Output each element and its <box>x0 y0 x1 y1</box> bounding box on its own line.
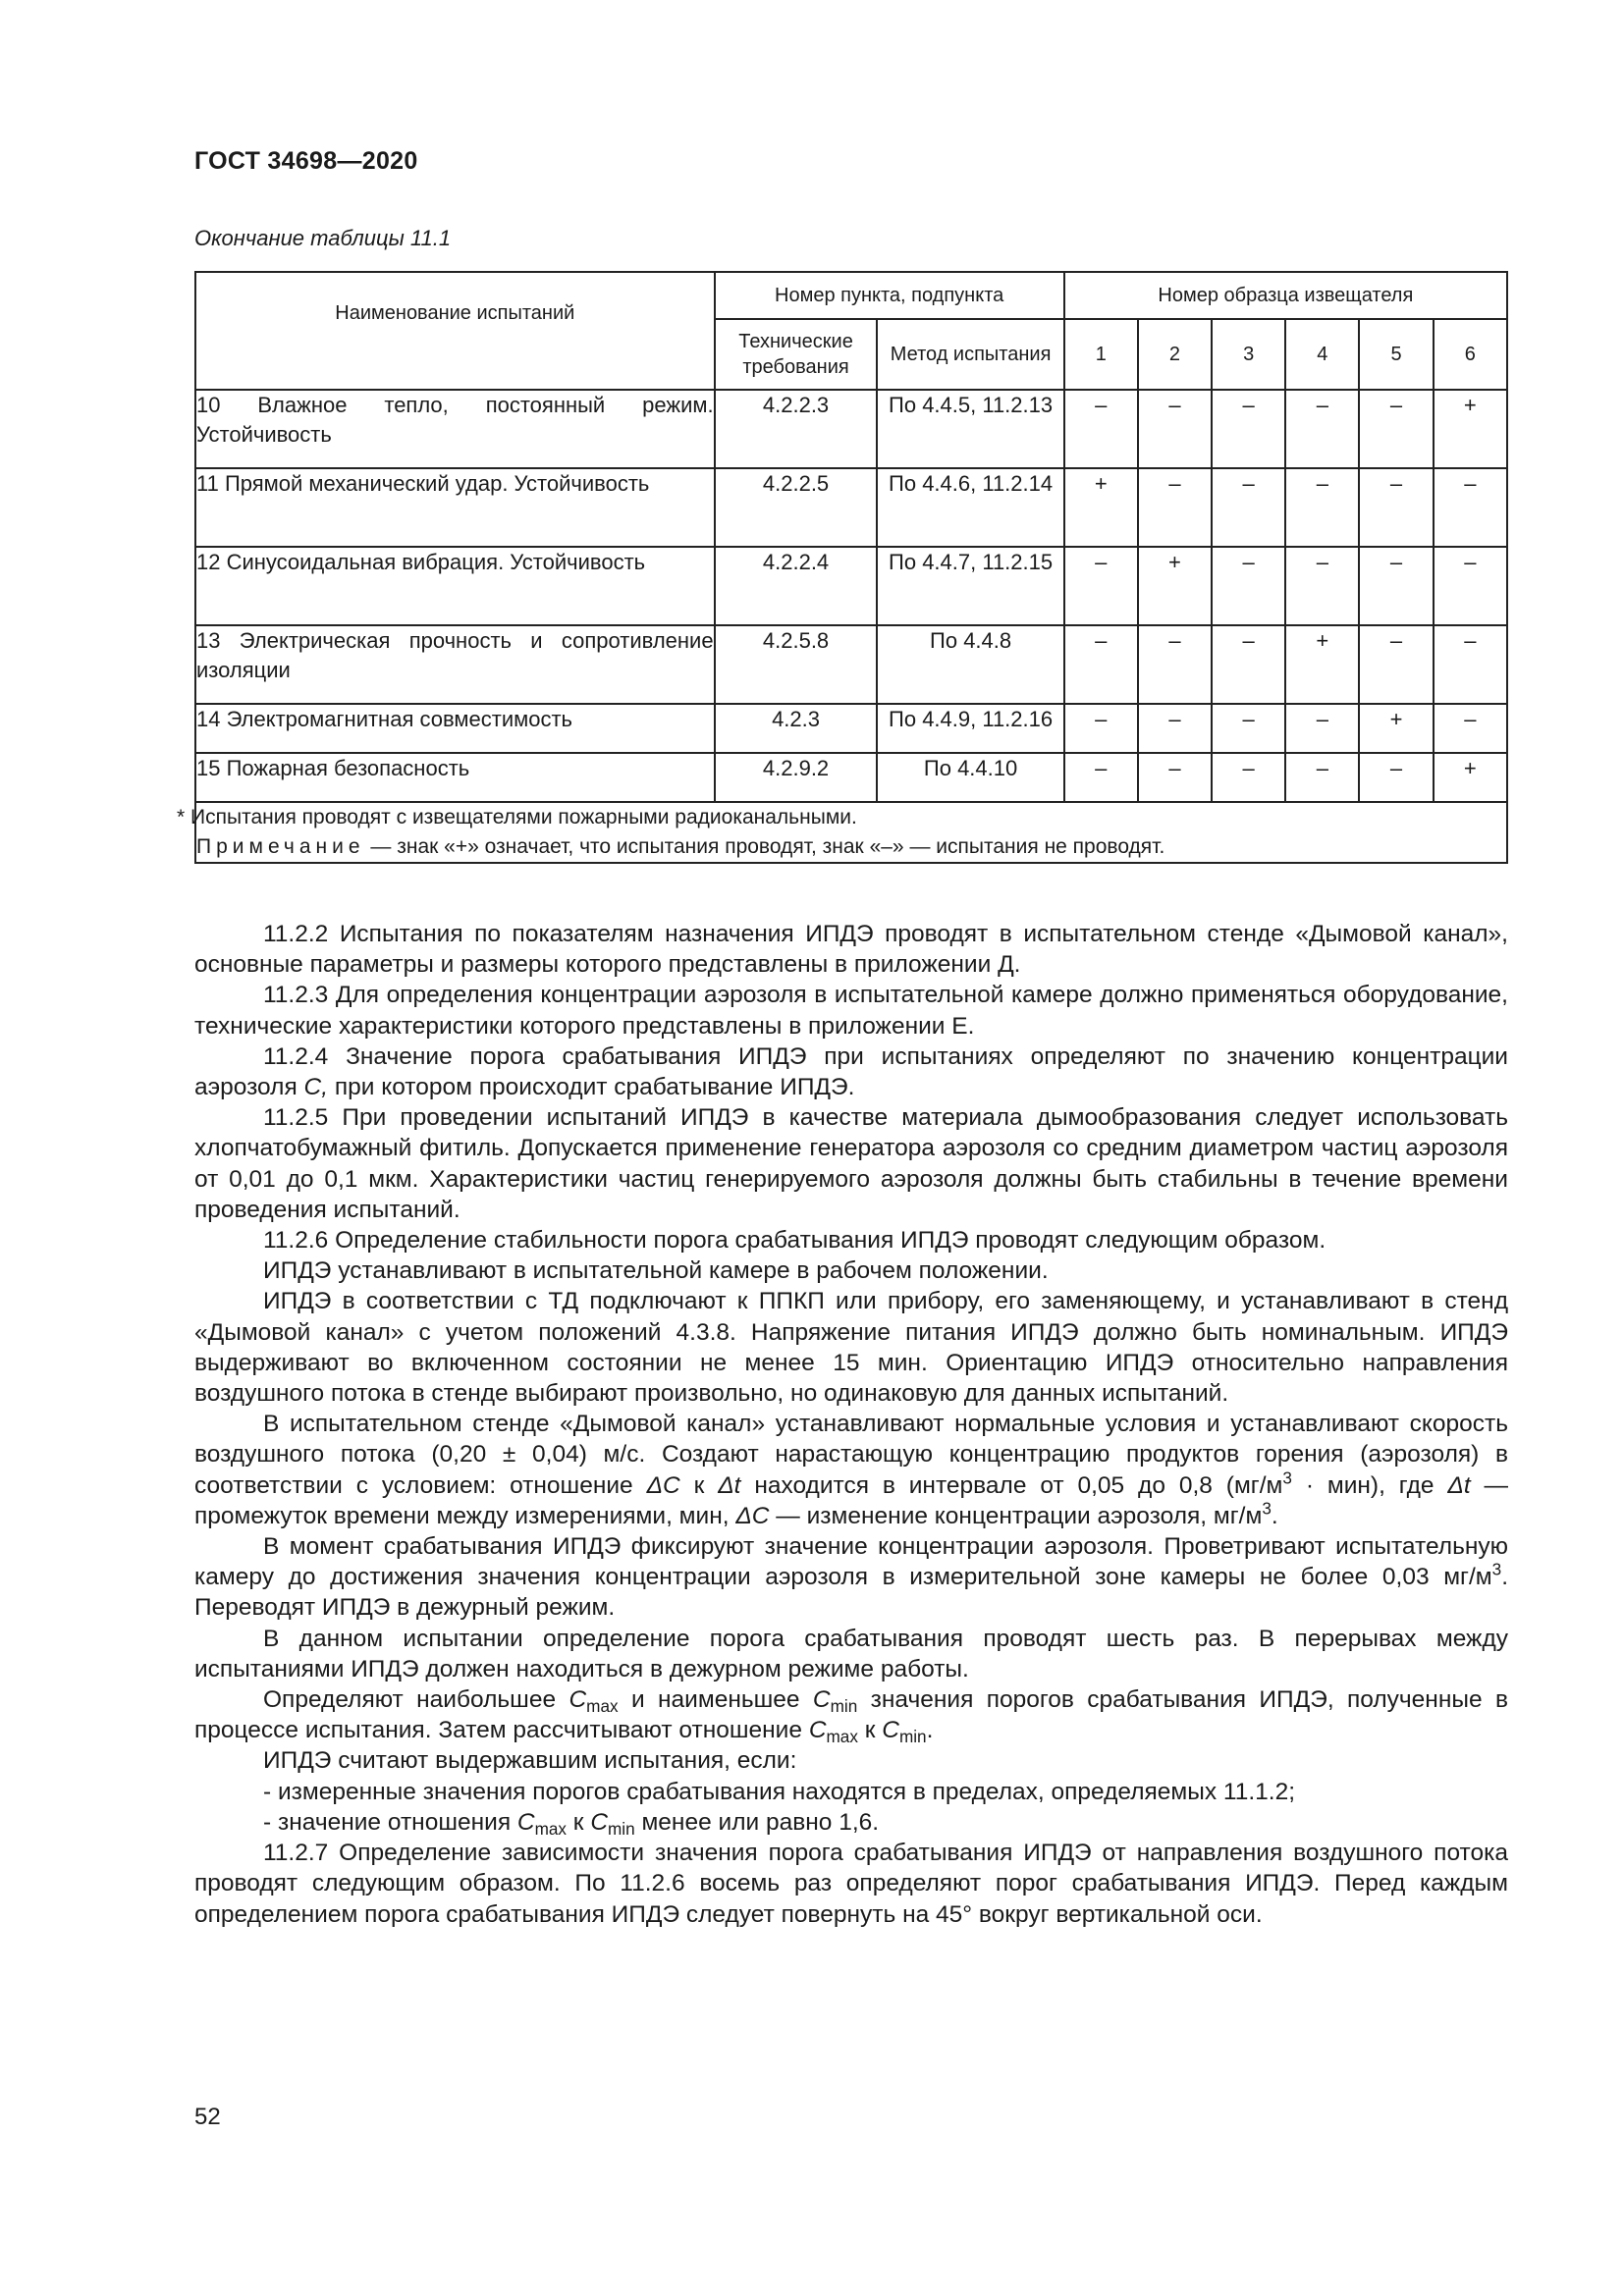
sample-mark: – <box>1285 390 1359 468</box>
text-run: находится в интервале от 0,05 до 0,8 (мг/м <box>740 1471 1283 1499</box>
paragraph: 11.2.5 При проведении испытаний ИПДЭ в качестве материала дымообразования следует использовать хлопчатобумажный фитиль. Допускается применение генератора аэрозоля со средним диаметром частиц аэрозоля от 0,01 до 0,1 мкм. Характеристики частиц генерируемого аэрозоля должны быть стабильны в течение времени проведения испытаний. <box>194 1104 1508 1223</box>
col-header-sample-5: 5 <box>1359 319 1433 390</box>
table-footnote: * Испытания проводят с извещателями пожарными радиоканальными. <box>177 806 857 828</box>
sample-mark: – <box>1434 625 1507 704</box>
subscript: max <box>826 1727 858 1747</box>
document-header: ГОСТ 34698—2020 <box>194 147 418 175</box>
test-name: 12 Синусоидальная вибрация. Устойчивость <box>195 547 715 625</box>
text-run: · мин), где <box>1291 1471 1448 1499</box>
formula-symbol: C <box>568 1686 587 1714</box>
sample-mark: – <box>1359 390 1433 468</box>
col-header-sample-3: 3 <box>1212 319 1285 390</box>
paragraph: 11.2.7 Определение зависимости значения порога срабатывания ИПДЭ от направления воздушного потока проводят следующим образом. По 11.2.6 восемь раз определяют порог срабатывания ИПДЭ. Перед каждым определением порога срабатывания ИПДЭ следует повернуть на 45° вокруг вертикальной оси. <box>194 1840 1508 1928</box>
formula-symbol: ΔC <box>646 1471 680 1499</box>
text-run: к <box>566 1808 591 1836</box>
formula-symbol: Δt <box>718 1471 741 1499</box>
sample-mark: – <box>1212 704 1285 753</box>
formula-symbol: C <box>882 1717 899 1744</box>
list-item <box>194 1807 1508 1838</box>
method-clause: По 4.4.8 <box>877 625 1063 704</box>
sample-mark: – <box>1285 468 1359 547</box>
sample-mark: – <box>1064 390 1138 468</box>
text-run: к <box>679 1471 719 1499</box>
paragraph: ИПДЭ в соответствии с ТД подключают к ППКП или прибору, его заменяющему, и устанавливают в стенд «Дымовой канал» с учетом положений 4.3.8. Напряжение питания ИПДЭ должно быть номинальным. ИПДЭ выдерживают во включенном состоянии не менее 15 мин. Ориентацию ИПДЭ относительно направления воздушного потока в стенде выбирают произвольно, но одинаковую для данных испытаний. <box>194 1288 1508 1408</box>
sample-mark: – <box>1359 753 1433 802</box>
col-header-sample-6: 6 <box>1434 319 1507 390</box>
text-run: В испытательном стенде «Дымовой канал» устанавливают нормальные условия и устанавливают скорость воздушного потока (0,20 ± 0,04) м/с. Создают нарастающую концентрацию продуктов горения (аэрозоля) в соответствии с условием: отношение <box>194 1411 1508 1499</box>
sample-mark: – <box>1212 468 1285 547</box>
sample-mark: – <box>1064 547 1138 625</box>
method-clause: По 4.4.7, 11.2.15 <box>877 547 1063 625</box>
sample-mark: – <box>1285 753 1359 802</box>
table-row <box>195 753 1507 802</box>
col-header-tech: Технические требования <box>715 319 878 390</box>
sample-mark: + <box>1285 625 1359 704</box>
paragraph: ИПДЭ устанавливают в испытательной камере в рабочем положении. <box>263 1257 1049 1285</box>
paragraph <box>194 1409 1508 1531</box>
table-row <box>195 625 1507 704</box>
sample-mark: – <box>1212 753 1285 802</box>
sample-mark: + <box>1434 753 1507 802</box>
text-run: . <box>1271 1502 1278 1529</box>
table-row <box>195 547 1507 625</box>
text-run: 11.2.4 Значение порога срабатывания ИПДЭ при испытаниях определяют по значению концентрации аэрозоля <box>194 1042 1508 1101</box>
method-clause: По 4.4.5, 11.2.13 <box>877 390 1063 468</box>
sample-mark: – <box>1138 753 1212 802</box>
superscript: 3 <box>1282 1468 1292 1488</box>
sample-mark: – <box>1359 468 1433 547</box>
note-label: Примечание <box>196 835 365 858</box>
tech-clause: 4.2.2.5 <box>715 468 878 547</box>
method-clause: По 4.4.9, 11.2.16 <box>877 704 1063 753</box>
sample-mark: – <box>1138 625 1212 704</box>
formula-symbol: C <box>590 1808 609 1836</box>
formula-symbol: C, <box>303 1074 329 1101</box>
test-name: 10 Влажное тепло, постоянный режим. Устойчивость <box>195 390 715 468</box>
sample-mark: + <box>1138 547 1212 625</box>
superscript: 3 <box>1491 1559 1502 1579</box>
sample-mark: – <box>1359 547 1433 625</box>
col-header-method: Метод испытания <box>877 319 1063 390</box>
sample-mark: – <box>1138 390 1212 468</box>
paragraph: В данном испытании определение порога срабатывания проводят шесть раз. В перерывах между испытаниями ИПДЭ должен находиться в дежурном режиме работы. <box>194 1625 1508 1682</box>
table-row <box>195 468 1507 547</box>
test-name: 15 Пожарная безопасность <box>195 753 715 802</box>
col-header-sample-2: 2 <box>1138 319 1212 390</box>
superscript: 3 <box>1262 1498 1272 1519</box>
formula-symbol: ΔC <box>735 1502 770 1529</box>
sample-mark: – <box>1138 704 1212 753</box>
test-name: 13 Электрическая прочность и сопротивление изоляции <box>195 625 715 704</box>
col-header-sample-1: 1 <box>1064 319 1138 390</box>
tech-clause: 4.2.2.3 <box>715 390 878 468</box>
page-number: 52 <box>194 2104 221 2130</box>
subscript: max <box>586 1696 619 1717</box>
col-header-sample-4: 4 <box>1285 319 1359 390</box>
subscript: min <box>898 1727 927 1747</box>
text-run: значения порогов срабатывания ИПДЭ, полученные в процессе испытания. Затем рассчитывают отношение <box>194 1686 1508 1744</box>
sample-mark: + <box>1064 468 1138 547</box>
list-item: - измеренные значения порогов срабатывания находятся в пределах, определяемых 11.1.2; <box>263 1778 1296 1805</box>
text-run: и наименьшее <box>618 1686 813 1714</box>
sample-mark: – <box>1064 704 1138 753</box>
col-header-clause: Номер пункта, подпункта <box>715 272 1064 319</box>
formula-symbol: C <box>812 1686 831 1714</box>
table-row <box>195 704 1507 753</box>
col-header-name: Наименование испытаний <box>195 272 715 390</box>
formula-symbol: C <box>516 1808 535 1836</box>
table-row <box>195 390 1507 468</box>
text-run: — промежуток времени между измерениями, мин, <box>194 1471 1509 1529</box>
sample-mark: + <box>1359 704 1433 753</box>
sample-mark: – <box>1434 704 1507 753</box>
paragraph: 11.2.6 Определение стабильности порога срабатывания ИПДЭ проводят следующим образом. <box>263 1227 1326 1255</box>
sample-mark: – <box>1359 625 1433 704</box>
note-text: — знак «+» означает, что испытания проводят, знак «–» — испытания не проводят. <box>364 835 1165 858</box>
col-header-sample: Номер образца извещателя <box>1064 272 1507 319</box>
subscript: max <box>534 1819 567 1840</box>
text-run: - значение отношения <box>263 1808 517 1836</box>
method-clause: По 4.4.6, 11.2.14 <box>877 468 1063 547</box>
paragraph <box>194 1684 1508 1745</box>
table-notes <box>195 802 1507 863</box>
text-run: В момент срабатывания ИПДЭ фиксируют значение концентрации аэрозоля. Проветривают испытательную камеру до достижения значения концентрации аэрозоля в измерительной зоне камеры не более 0,03 мг/м <box>194 1533 1508 1591</box>
sample-mark: – <box>1064 625 1138 704</box>
sample-mark: – <box>1064 753 1138 802</box>
paragraph: ИПДЭ считают выдержавшим испытания, если: <box>263 1747 797 1775</box>
text-run: к <box>857 1717 883 1744</box>
tech-clause: 4.2.2.4 <box>715 547 878 625</box>
table-note <box>196 832 1506 862</box>
table-caption: Окончание таблицы 11.1 <box>194 226 452 250</box>
test-name: 11 Прямой механический удар. Устойчивость <box>195 468 715 547</box>
tech-clause: 4.2.5.8 <box>715 625 878 704</box>
tech-clause: 4.2.3 <box>715 704 878 753</box>
sample-mark: – <box>1138 468 1212 547</box>
tests-table <box>177 271 1508 864</box>
test-name: 14 Электромагнитная совместимость <box>195 704 715 753</box>
paragraph <box>194 1041 1508 1102</box>
paragraph <box>194 1531 1508 1624</box>
text-run: Определяют наибольшее <box>263 1686 569 1714</box>
tech-clause: 4.2.9.2 <box>715 753 878 802</box>
sample-mark: – <box>1434 468 1507 547</box>
sample-mark: – <box>1285 547 1359 625</box>
formula-symbol: C <box>808 1717 827 1744</box>
text-run: . <box>926 1717 934 1744</box>
sample-mark: – <box>1212 625 1285 704</box>
text-run: при котором происходит срабатывание ИПДЭ. <box>328 1074 855 1101</box>
text-run: . Переводят ИПДЭ в дежурный режим. <box>194 1564 1508 1622</box>
sample-mark: + <box>1434 390 1507 468</box>
body-text <box>194 919 1508 1930</box>
subscript: min <box>830 1696 858 1717</box>
table-notes-cell <box>177 802 1507 863</box>
sample-mark: – <box>1434 547 1507 625</box>
paragraph: 11.2.3 Для определения концентрации аэрозоля в испытательной камере должно применяться оборудование, технические характеристики которого представлены в приложении Е. <box>194 982 1508 1040</box>
formula-symbol: Δt <box>1447 1471 1471 1499</box>
sample-mark: – <box>1212 547 1285 625</box>
sample-mark: – <box>1285 704 1359 753</box>
subscript: min <box>608 1819 635 1840</box>
sample-mark: – <box>1212 390 1285 468</box>
text-run: — изменение концентрации аэрозоля, мг/м <box>769 1502 1263 1529</box>
text-run: менее или равно 1,6. <box>634 1808 880 1836</box>
paragraph: 11.2.2 Испытания по показателям назначения ИПДЭ проводят в испытательном стенде «Дымовой канал», основные параметры и размеры которого представлены в приложении Д. <box>194 921 1508 979</box>
method-clause: По 4.4.10 <box>877 753 1063 802</box>
